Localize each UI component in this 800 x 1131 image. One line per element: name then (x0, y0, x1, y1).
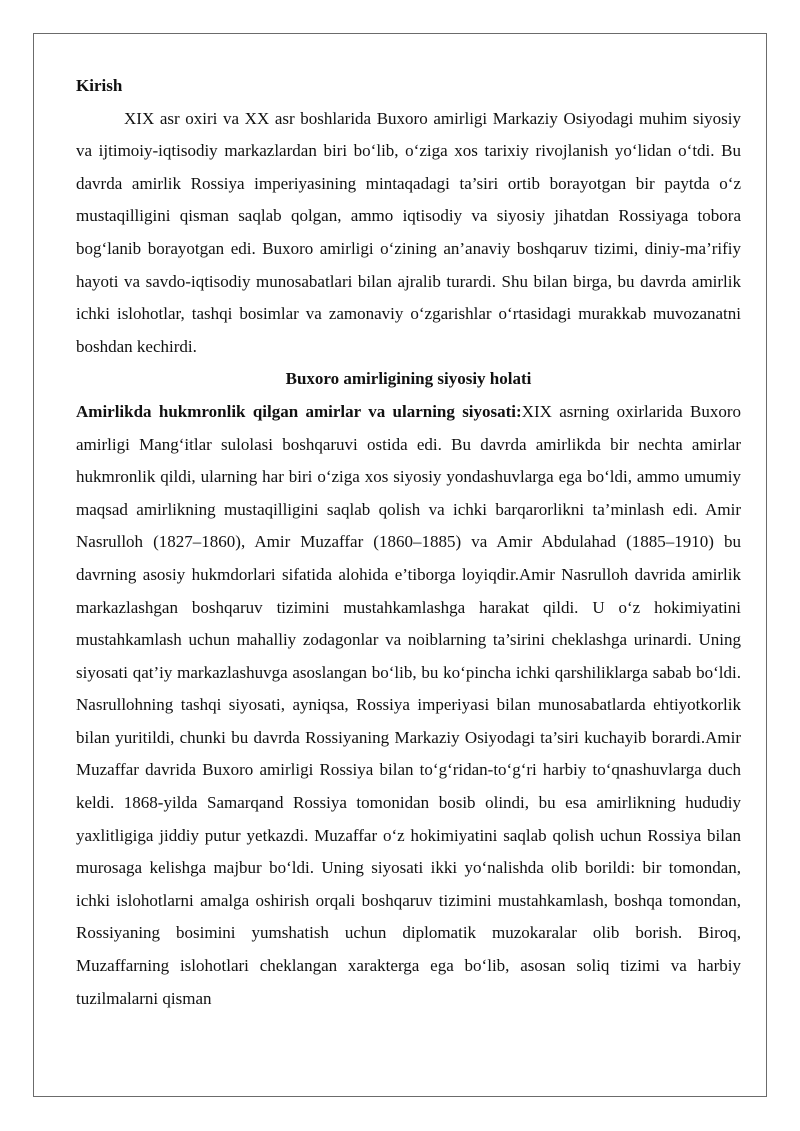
subsection-lead: Amirlikda hukmronlik qilgan amirlar va ularning siyosati: (76, 401, 522, 421)
subsection-text: XIX asrning oxirlarida Buxoro amirligi Mang‘itlar sulolasi boshqaruvi ostida edi. Bu davrda amirlikda bir nechta amirlar hukmronlik qildi, ularning har biri o‘ziga xos siyosiy yondashuvlarga ega bo‘ldi, ammo umumiy maqsad amirlikning mustaqilligini saqlab qolish va ichki barqarorlikni ta’minlash edi. Amir Nasrulloh (1827–1860), Amir Muzaffar (1860–1885) va Amir Abdulahad (1885–1910) bu davrning asosiy hukmdorlari sifatida alohida e’tiborga loyiqdir.Amir Nasrulloh davrida amirlik markazlashgan boshqaruv tizimini mustahkamlashga harakat qildi. U o‘z hokimiyatini mustahkamlash uchun mahalliy zodagonlar va noiblarning ta’sirini cheklashga urinardi. Uning siyosati qat’iy markazlashuvga asoslangan bo‘lib, bu ko‘pincha ichki qarshiliklarga sabab bo‘ldi. Nasrullohning tashqi siyosati, ayniqsa, Rossiya imperiyasi bilan munosabatlarda ehtiyotkorlik bilan yuritildi, chunki bu davrda Rossiyaning Markaziy Osiyodagi ta’siri kuchayib borardi.Amir Muzaffar davrida Buxoro amirligi Rossiya bilan to‘g‘ridan-to‘g‘ri harbiy to‘qnashuvlarga duch keldi. 1868-yilda Samarqand Rossiya tomonidan bosib olindi, bu esa amirlikning hududiy yaxlitligiga jiddiy putur yetkazdi. Muzaffar o‘z hokimiyatini saqlab qolish uchun Rossiya bilan murosaga kelishga majbur bo‘ldi. Uning siyosati ikki yo‘nalishda olib borildi: bir tomondan, ichki islohotlarni amalga oshirish orqali boshqaruv tizimini mustahkamlash, boshqa tomondan, Rossiyaning bosimini yumshatish uchun diplomatik muzokaralar olib borish. Biroq, Muzaffarning islohotlari cheklangan xarakterga ega bo‘lib, asosan soliq tizimi va harbiy tuzilmalarni qisman (76, 401, 741, 1008)
subsection-paragraph (76, 396, 741, 1015)
section-heading: Buxoro amirligining siyosiy holati (285, 369, 532, 389)
intro-paragraph: XIX asr oxiri va XX asr boshlarida Buxoro amirligi Markaziy Osiyodagi muhim siyosiy va ijtimoiy-iqtisodiy markazlardan biri bo‘lib, o‘ziga xos tarixiy rivojlanish yo‘lidan o‘tdi. Bu davrda amirlik Rossiya imperiyasining mintaqadagi ta’siri ortib borayotgan bir paytda o‘z mustaqilligini qisman saqlab qolgan, ammo iqtisodiy va siyosiy jihatdan Rossiyaga tobora bog‘lanib borayotgan edi. Buxoro amirligi o‘zining an’anaviy boshqaruv tizimi, diniy-ma’rifiy hayoti va savdo-iqtisodiy munosabatlari bilan ajralib turardi. Shu bilan birga, bu davrda amirlik ichki islohotlar, tashqi bosimlar va zamonaviy o‘zgarishlar o‘rtasidagi murakkab muvozanatni boshdan kechirdi. (76, 108, 741, 356)
intro-heading: Kirish (76, 76, 123, 95)
document-body (76, 70, 741, 1015)
